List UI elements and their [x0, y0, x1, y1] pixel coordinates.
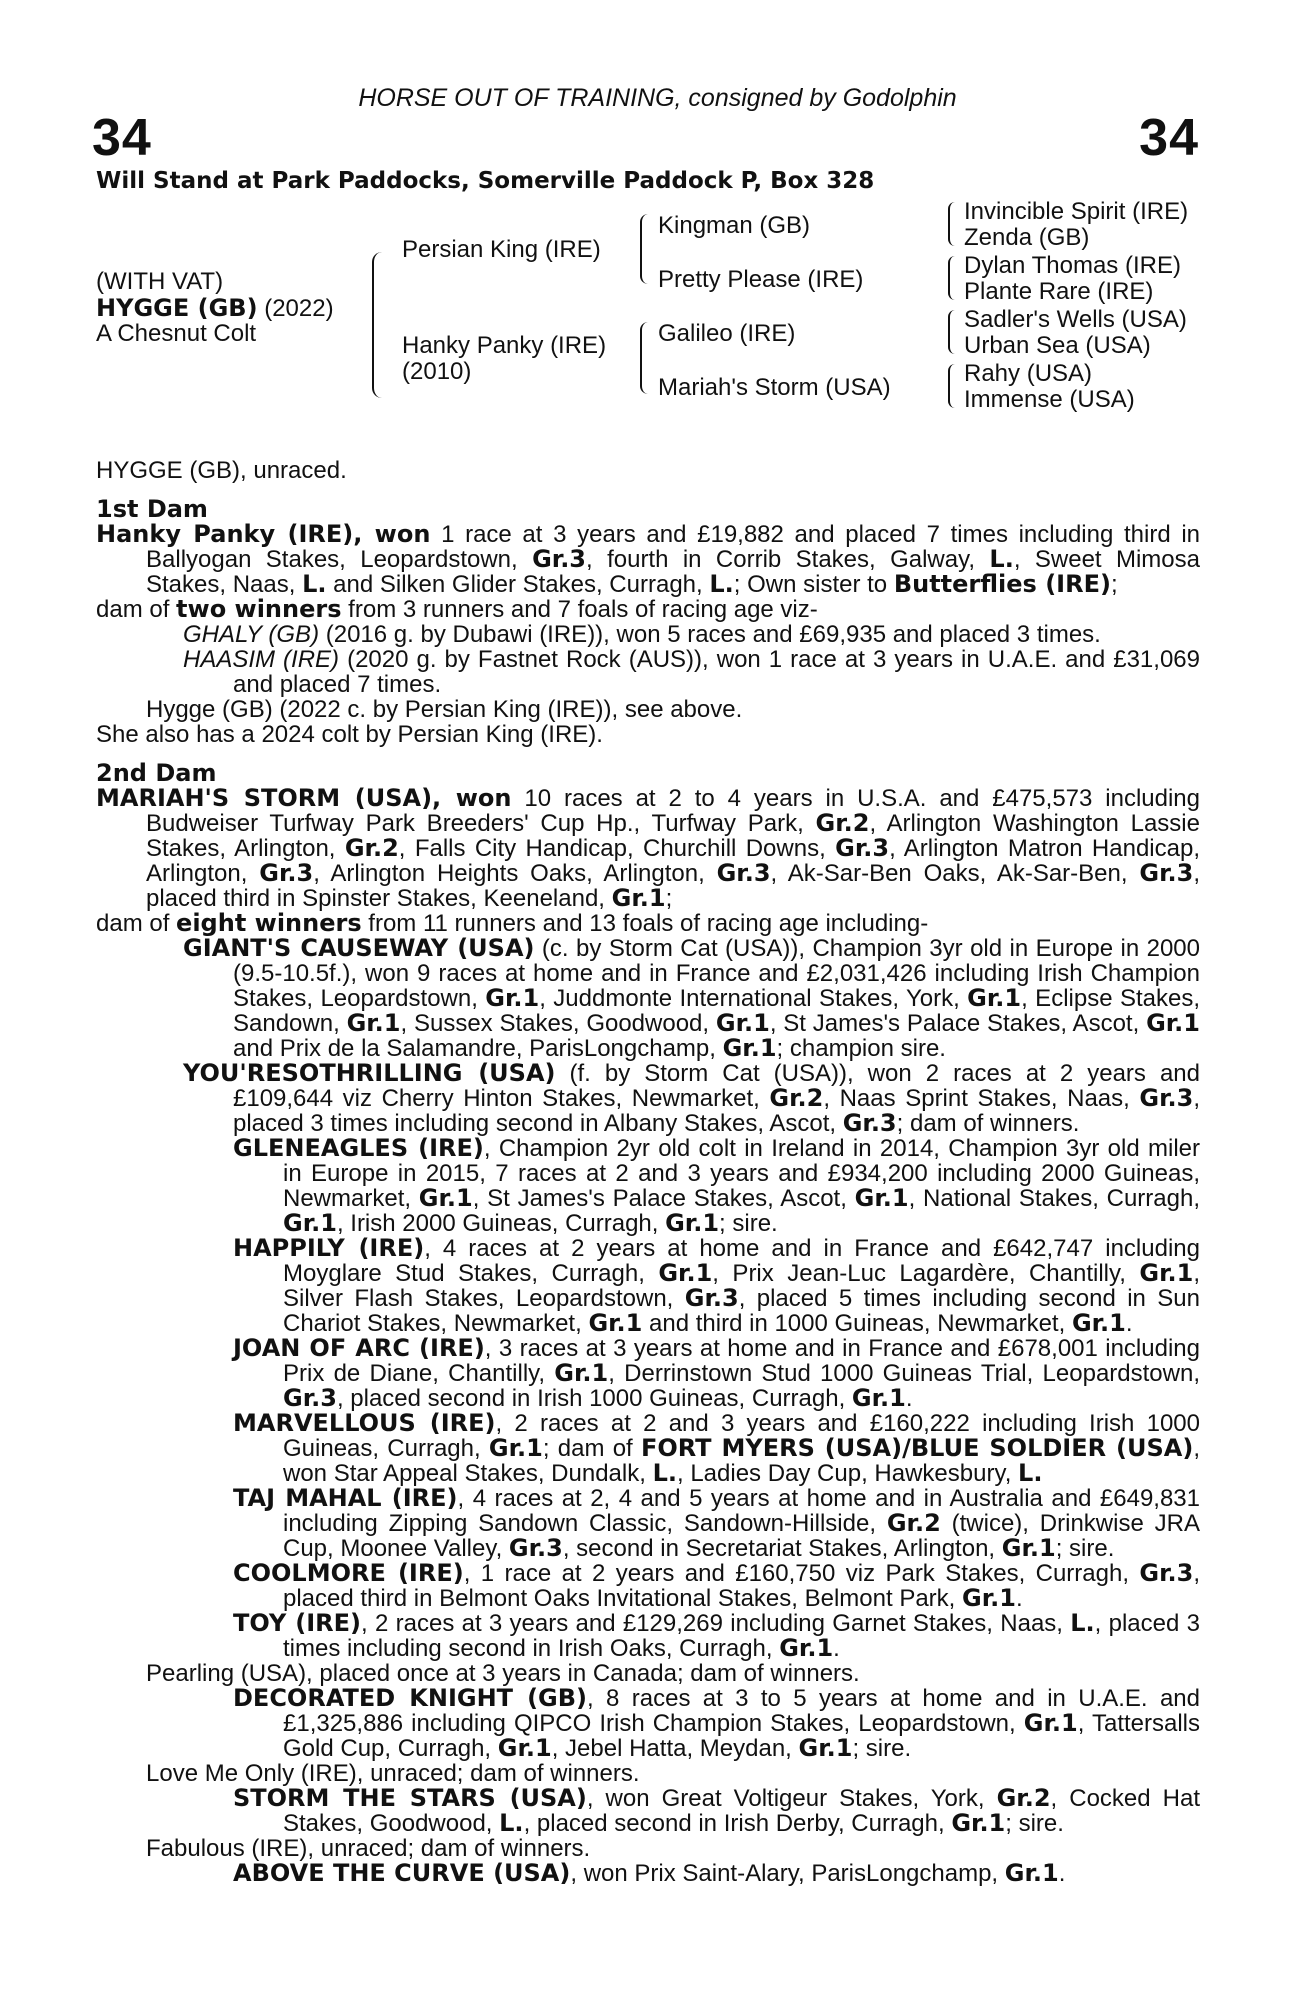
vat-note: (WITH VAT): [96, 268, 224, 295]
stand-location: Will Stand at Park Paddocks, Somerville Paddock P, Box 328: [96, 168, 875, 194]
pedigree-dam-year: (2010): [402, 358, 472, 385]
pedigree-dam: Hanky Panky (IRE): [402, 332, 607, 359]
horse-title: [96, 294, 334, 323]
pedigree-ssd: Zenda (GB): [964, 224, 1090, 251]
lot-number-right: 34: [1139, 109, 1199, 167]
pedigree-ddd: Immense (USA): [964, 386, 1135, 413]
horse-year: (2022): [264, 295, 334, 322]
pedigree-sdd: Plante Rare (IRE): [964, 278, 1154, 305]
progeny-storm-the-stars: STORM THE STARS (USA), won Great Voltigeur Stakes, York, Gr.2, Cocked Hat Stakes, Goodwood, L., placed second in Irish Derby, Curragh, Gr.1; sire.: [233, 1784, 1200, 1837]
dam-name: Hanky Panky (IRE), won: [96, 520, 431, 548]
horse-description: A Chesnut Colt: [96, 320, 257, 347]
also-has-line: She also has a 2024 colt by Persian King (IRE).: [96, 721, 603, 748]
progeny-marvellous: MARVELLOUS (IRE), 2 races at 2 and 3 years and £160,222 including Irish 1000 Guineas, Curragh, Gr.1; dam of FORT MYERS (USA)/BLUE SOLDIER (USA), won Star Appeal Stakes, Dundalk, L., Ladies Day Cup, Hawkesbury, L.: [233, 1409, 1200, 1487]
pedigree-brace-g3-1: [948, 202, 957, 246]
second-dam-entry: MARIAH'S STORM (USA), won 10 races at 2 to 4 years in U.S.A. and £475,573 including Budweiser Turfway Park Breeders' Cup Hp., Turfway Park, Gr.2, Arlington Washington Lassie Stakes, Arlington, Gr.2, Falls City Handicap, Churchill Downs, Gr.3, Arlington Matron Handicap, Arlington, Gr.3, Arlington Heights Oaks, Arlington, Gr.3, Ak-Sar-Ben Oaks, Ak-Sar-Ben, Gr.3, placed third in Spinster Stakes, Keeneland, Gr.1;: [96, 784, 1200, 912]
horse-name: HYGGE (GB): [96, 294, 258, 322]
pedigree-brace-g3-3: [948, 310, 957, 354]
dam-of-line-2: dam of eight winners from 11 runners and 13 foals of racing age including-: [96, 909, 929, 937]
progeny-happily: HAPPILY (IRE), 4 races at 2 years at home and in France and £642,747 including Moyglare Stud Stakes, Curragh, Gr.1, Prix Jean-Luc Lagardère, Chantilly, Gr.1, Silver Flash Stakes, Leopardstown, Gr.3, placed 5 times including second in Sun Chariot Stakes, Newmarket, Gr.1 and third in 1000 Guineas, Newmarket, Gr.1.: [233, 1234, 1201, 1337]
lot-number-left: 34: [92, 109, 152, 167]
first-dam-heading: 1st Dam: [96, 495, 208, 523]
progeny-decorated-knight: DECORATED KNIGHT (GB), 8 races at 3 to 5 years at home and in U.A.E. and £1,325,886 including QIPCO Irish Champion Stakes, Leopardstown, Gr.1, Tattersalls Gold Cup, Curragh, Gr.1, Jebel Hatta, Meydan, Gr.1; sire.: [233, 1684, 1201, 1762]
progeny-coolmore: COOLMORE (IRE), 1 race at 2 years and £160,750 viz Park Stakes, Curragh, Gr.3, placed third in Belmont Oaks Invitational Stakes, Belmont Park, Gr.1.: [233, 1559, 1201, 1612]
progeny-toy: TOY (IRE), 2 races at 3 years and £129,269 including Garnet Stakes, Naas, L., placed 3 times including second in Irish Oaks, Curragh, Gr.1.: [233, 1609, 1200, 1662]
pedigree-sire: Persian King (IRE): [402, 236, 601, 263]
progeny-joan-of-arc: JOAN OF ARC (IRE), 3 races at 3 years at home and in France and £678,001 including Prix de Diane, Chantilly, Gr.1, Derrinstown Stud 1000 Guineas Trial, Leopardstown, Gr.3, placed second in Irish 1000 Guineas, Curragh, Gr.1.: [233, 1334, 1200, 1412]
progeny-haasim: HAASIM (IRE) (2020 g. by Fastnet Rock (AUS)), won 1 race at 3 years in U.A.E. and £31,069 and placed 7 times.: [183, 646, 1200, 698]
dam-of-line-1: dam of two winners from 3 runners and 7 foals of racing age viz-: [96, 595, 818, 623]
pedigree-brace-dam: [640, 322, 650, 394]
first-dam-entry: Hanky Panky (IRE), won 1 race at 3 years and £19,882 and placed 7 times including third in Ballyogan Stakes, Leopardstown, Gr.3, fourth in Corrib Stakes, Galway, L., Sweet Mimosa Stakes, Naas, L. and Silken Glider Stakes, Curragh, L.; Own sister to Butterflies (IRE);: [96, 520, 1200, 598]
pedigree-dsd: Urban Sea (USA): [964, 332, 1151, 359]
pedigree-sds: Dylan Thomas (IRE): [964, 252, 1181, 279]
pedigree-dam-dam: Mariah's Storm (USA): [658, 374, 891, 401]
progeny-giants-causeway: GIANT'S CAUSEWAY (USA) (c. by Storm Cat (USA)), Champion 3yr old in Europe in 2000 (9.5-10.5f.), won 9 races at home and in France and £2,031,426 including Irish Champion Stakes, Leopardstown, Gr.1, Juddmonte International Stakes, York, Gr.1, Eclipse Stakes, Sandown, Gr.1, Sussex Stakes, Goodwood, Gr.1, St James's Palace Stakes, Ascot, Gr.1 and Prix de la Salamandre, ParisLongchamp, Gr.1; champion sire.: [183, 934, 1200, 1062]
pedigree-brace-g3-4: [948, 364, 957, 408]
consignment-line: HORSE OUT OF TRAINING, consigned by Godolphin: [358, 84, 957, 112]
pedigree-dds: Rahy (USA): [964, 360, 1093, 387]
progeny-pearling: Pearling (USA), placed once at 3 years in Canada; dam of winners.: [146, 1660, 860, 1687]
progeny-love-me-only: Love Me Only (IRE), unraced; dam of winners.: [146, 1760, 640, 1787]
pedigree-sire-dam: Pretty Please (IRE): [658, 266, 864, 293]
progeny-youresothrilling: YOU'RESOTHRILLING (USA) (f. by Storm Cat (USA)), won 2 races at 2 years and £109,644 viz Cherry Hinton Stakes, Newmarket, Gr.2, Naas Sprint Stakes, Naas, Gr.3, placed 3 times including second in Albany Stakes, Ascot, Gr.3; dam of winners.: [183, 1059, 1200, 1137]
pedigree-sire-sire: Kingman (GB): [658, 212, 811, 239]
pedigree-dam-sire: Galileo (IRE): [658, 320, 796, 347]
progeny-gleneagles: GLENEAGLES (IRE), Champion 2yr old colt in Ireland in 2014, Champion 3yr old miler in Europe in 2015, 7 races at 2 and 3 years and £934,200 including 2000 Guineas, Newmarket, Gr.1, St James's Palace Stakes, Ascot, Gr.1, National Stakes, Curragh, Gr.1, Irish 2000 Guineas, Curragh, Gr.1; sire.: [233, 1134, 1200, 1237]
progeny-ghaly: GHALY (GB) (2016 g. by Dubawi (IRE)), won 5 races and £69,935 and placed 3 times.: [183, 621, 1101, 648]
pedigree-brace-sire: [640, 214, 650, 284]
progeny-taj-mahal: TAJ MAHAL (IRE), 4 races at 2, 4 and 5 years at home and in Australia and £649,831 including Zipping Sandown Classic, Sandown-Hillside, Gr.2 (twice), Drinkwise JRA Cup, Moonee Valley, Gr.3, second in Secretariat Stakes, Arlington, Gr.1; sire.: [233, 1484, 1201, 1562]
pedigree-brace-main: [372, 252, 384, 398]
progeny-hygge: Hygge (GB) (2022 c. by Persian King (IRE)), see above.: [146, 696, 743, 723]
progeny-fabulous: Fabulous (IRE), unraced; dam of winners.: [146, 1835, 591, 1862]
pedigree-sss: Invincible Spirit (IRE): [964, 198, 1189, 225]
catalogue-body: [96, 458, 1200, 1886]
pedigree-dss: Sadler's Wells (USA): [964, 306, 1187, 333]
second-dam-heading: 2nd Dam: [96, 759, 217, 787]
pedigree-brace-g3-2: [948, 256, 957, 300]
progeny-above-the-curve: ABOVE THE CURVE (USA), won Prix Saint-Alary, ParisLongchamp, Gr.1.: [233, 1859, 1066, 1887]
unraced-line: HYGGE (GB), unraced.: [96, 457, 347, 484]
